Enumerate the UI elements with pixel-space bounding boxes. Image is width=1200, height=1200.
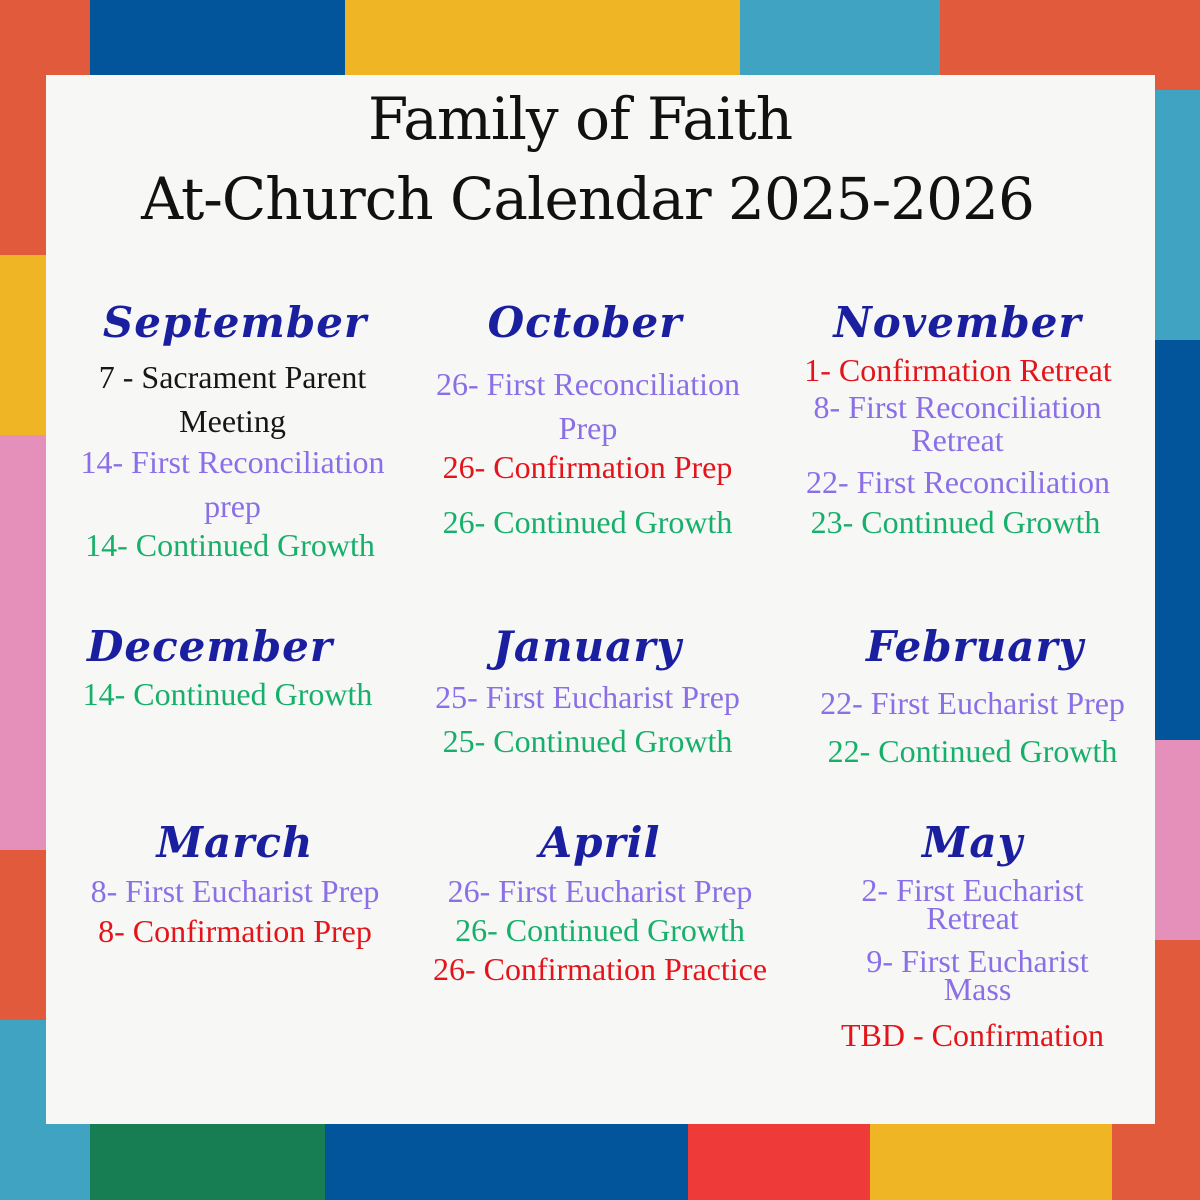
event-item: 9- First Eucharist Mass <box>866 943 1089 1007</box>
event-item: 8- First Eucharist Prep <box>90 873 380 909</box>
border-block <box>0 435 46 850</box>
page-title: Family of Faith <box>367 85 793 153</box>
border-block <box>740 0 940 75</box>
month-heading-march: March <box>156 818 314 867</box>
border-block <box>940 0 1200 75</box>
event-item: 22- Continued Growth <box>827 733 1118 769</box>
border-block <box>90 1124 325 1200</box>
event-item: TBD - Confirmation <box>840 1017 1105 1053</box>
event-item: 26- First Eucharist Prep <box>447 873 753 909</box>
border-block <box>1155 75 1200 90</box>
border-block <box>1155 340 1200 740</box>
event-item: 8- Confirmation Prep <box>98 913 372 949</box>
month-heading-december: December <box>86 622 334 671</box>
border-block <box>1155 940 1200 1200</box>
event-item: 22- First Reconciliation <box>806 464 1110 500</box>
event-item: 26- Confirmation Prep <box>442 449 733 485</box>
border-block <box>688 1124 870 1200</box>
border-block <box>0 0 90 75</box>
month-heading-april: April <box>539 818 661 867</box>
event-item: 7 - Sacrament Parent Meeting <box>98 359 367 439</box>
event-item: 26- Confirmation Practice <box>432 951 768 987</box>
border-block <box>0 850 46 1020</box>
month-heading-january: January <box>493 622 682 671</box>
border-block <box>0 1020 46 1200</box>
border-block <box>1155 740 1200 940</box>
event-item: 1- Confirmation Retreat <box>804 352 1112 388</box>
month-heading-september: September <box>102 298 368 347</box>
border-block <box>46 1124 90 1200</box>
border-block <box>0 255 46 435</box>
event-item: 8- First Reconciliation Retreat <box>813 389 1102 458</box>
event-item: 26- Continued Growth <box>455 912 745 948</box>
event-item: 2- First Eucharist Retreat <box>861 872 1084 936</box>
event-item: 26- Continued Growth <box>442 504 733 540</box>
event-item: 14- Continued Growth <box>85 527 375 563</box>
event-item: 22- First Eucharist Prep <box>820 685 1125 721</box>
event-item: 25- First Eucharist Prep <box>435 679 740 715</box>
border-block <box>1112 1124 1155 1200</box>
page-subtitle: At-Church Calendar 2025-2026 <box>141 165 1034 233</box>
month-heading-february: February <box>865 622 1085 671</box>
event-item: 26- First Reconciliation Prep <box>436 366 740 446</box>
event-item: 14- Continued Growth <box>82 676 373 712</box>
event-item: 14- First Reconciliation prep <box>80 444 385 524</box>
border-block <box>325 1124 688 1200</box>
event-item: 23- Continued Growth <box>810 504 1101 540</box>
event-item: 25- Continued Growth <box>442 723 733 759</box>
month-heading-may: May <box>921 818 1024 867</box>
month-heading-november: November <box>833 298 1082 347</box>
border-block <box>90 0 345 75</box>
border-block <box>870 1124 1112 1200</box>
border-block <box>345 0 740 75</box>
month-heading-october: October <box>487 298 683 347</box>
